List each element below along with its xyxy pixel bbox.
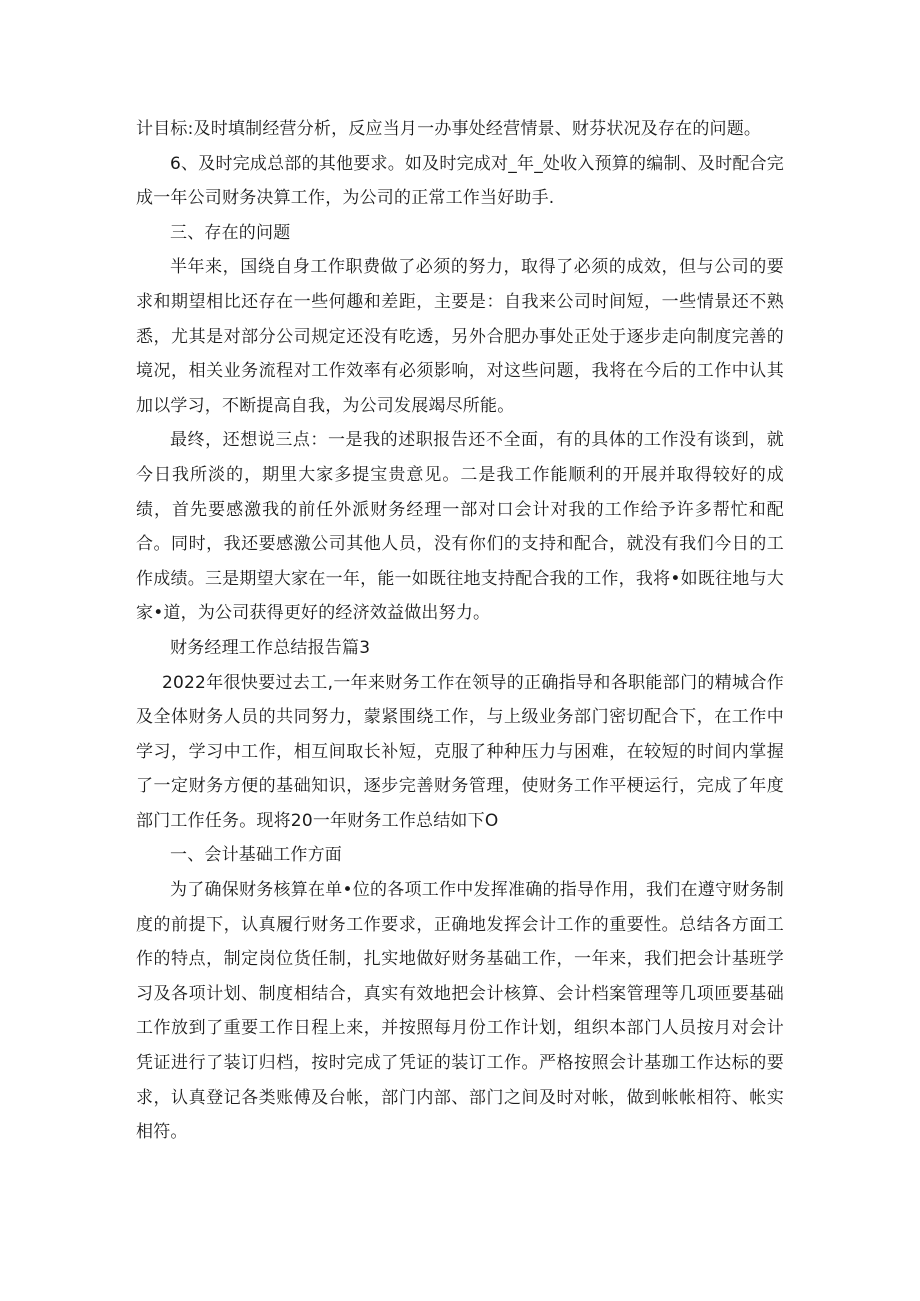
subtitle-report-3: 财务经理工作总结报告篇3 xyxy=(170,637,371,658)
paragraph-continuation: 计目标:及时填制经营分析，反应当月一办事处经营情景、财芬状况及存在的问题。 xyxy=(136,119,762,139)
section-heading-problems: 三、存在的问题 xyxy=(170,222,291,243)
paragraph-item-6: 6、及时完成总部的其他要求。如及时完成对_年_处收入预算的编制、及时配合完成一年公司财务决算工作，为公司的正常工作当好助手. xyxy=(136,153,784,209)
paragraph-accounting: 为了确保财务核算在单•位的各项工作中发挥准确的指导作用，我们在遵守财务制度的前提下，认真履行财务工作要求，正确地发挥会计工作的重要性。总结各方面工作的特点，制定岗位货任制，扎实地做好财务基础工作，一年来，我们把会计基班学习及各项计划、制度相结合，真实有效地把会计核算、会计档案管理等几项匝要基础工作放到了重要工作日程上来，并按照每月份工作计划，组织本部门人员按月对会计凭证进行了装订归档，按时完成了凭证的装订工作。严格按照会计基珈工作达标的要求，认真登记各类账傅及台帐，部门内部、部门之间及时对帐，做到帐帐相符、帐实相符。 xyxy=(136,880,784,1143)
document-body xyxy=(136,112,784,1150)
paragraph-half-year: 半年来，国绕自身工作职费做了必须的努力，取得了必须的成效，但与公司的要求和期望相比还存在一些何趣和差距，主要是：自我来公司时间短，一些情景还不熟悉，尤其是对部分公司规定还没有吃透，另外合肥办事处正处于逐步走向制度完善的境况，相关业务流程对工作效率有必须影响，对这些问题，我将在今后的工作中认其加以学习，不断提高自我，为公司发展竭尽所能。 xyxy=(136,257,784,416)
paragraph-finally: 最终，还想说三点：一是我的述职报告还不全面，有的具体的工作没有谈到，就今日我所淡的，期里大家多提宝贵意见。二是我工作能顺利的开展并取得较好的成绩，首先要感激我的前任外派财务经理一部对口会计对我的工作给予许多帮忙和配合。同时，我还要感激公司其他人员，没有你们的支持和配合，就没有我们今日的工作成绩。三是期望大家在一年，能一如既往地支持配合我的工作，我将•如既往地与大家•道，为公司获得更好的经济效益做出努力。 xyxy=(136,430,784,624)
section-heading-accounting: 一、会计基础工作方面 xyxy=(170,845,342,866)
paragraph-2022: 2022年很快要过去工,一年来财务工作在领导的正确指导和各职能部门的精城合作及全体财务人员的共同努力，蒙紧围绕工作，与上级业务部门密切配合下，在工作中学习，学习中工作，相互间取长补短，克服了种种压力与困难，在较短的时间内掌握了一定财务方便的基础知识，逐步完善财务管理，使财务工作平梗运行，完成了年度部门工作任务。现将20一年财务工作总结如下O xyxy=(136,672,784,831)
